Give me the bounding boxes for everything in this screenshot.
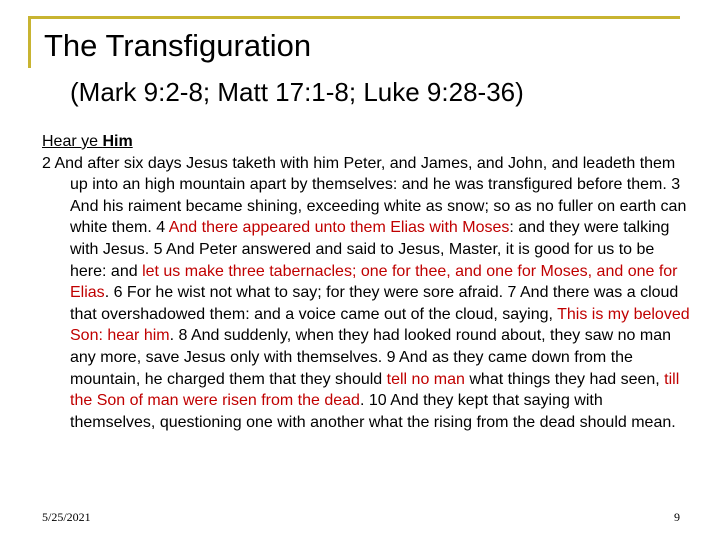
frame-left-bar <box>28 16 31 68</box>
scripture-highlight: till the Son of man were risen from the dead <box>70 370 680 410</box>
scripture-highlight: This is my beloved Son: hear him <box>70 305 690 345</box>
scripture-text: . 10 And they kept that saying with themselves, questioning one with another what the rising from the dead should mean. <box>70 392 676 431</box>
scripture-text: : and they were talking with Jesus. 5 And Peter answered and said to Jesus, Master, it is good for us to be here: and <box>70 219 670 280</box>
scripture-text: what things they had seen, <box>464 370 665 388</box>
slide-body <box>42 131 690 433</box>
heading-emphasis: Him <box>102 133 133 150</box>
slide-title: The Transfiguration <box>44 28 312 63</box>
scripture-highlight: tell no man <box>386 370 465 388</box>
scripture-text: . 8 And suddenly, when they had looked round about, they saw no man any more, save Jesus only with themselves. 9 And as they came down from the mountain, he charged them that they should <box>70 327 671 388</box>
scripture-highlight: And there appeared unto them Elias with Moses <box>168 219 510 237</box>
footer-date: 5/25/2021 <box>42 510 91 524</box>
scripture-text: 2 And after six days Jesus taketh with him Peter, and James, and John, and leadeth them up into an high mountain apart by themselves: and he was transfigured before them. 3 And his raiment became shining, exceeding white as snow; so as no fuller on earth can white them. 4 <box>42 154 687 237</box>
heading-prefix: Hear ye <box>42 133 103 150</box>
page-number: 9 <box>674 510 680 524</box>
frame-top-bar <box>28 16 680 19</box>
scripture-text: . 6 For he wist not what to say; for they were sore afraid. 7 And there was a cloud that overshadowed them: and a voice came out of the cloud, saying, <box>70 284 679 323</box>
scripture-highlight: let us make three tabernacles; one for thee, and one for Moses, and one for Elias <box>70 262 678 302</box>
slide-subtitle: (Mark 9:2-8; Matt 17:1-8; Luke 9:28-36) <box>70 77 524 107</box>
body-heading <box>42 131 690 153</box>
scripture-paragraph <box>42 153 690 434</box>
